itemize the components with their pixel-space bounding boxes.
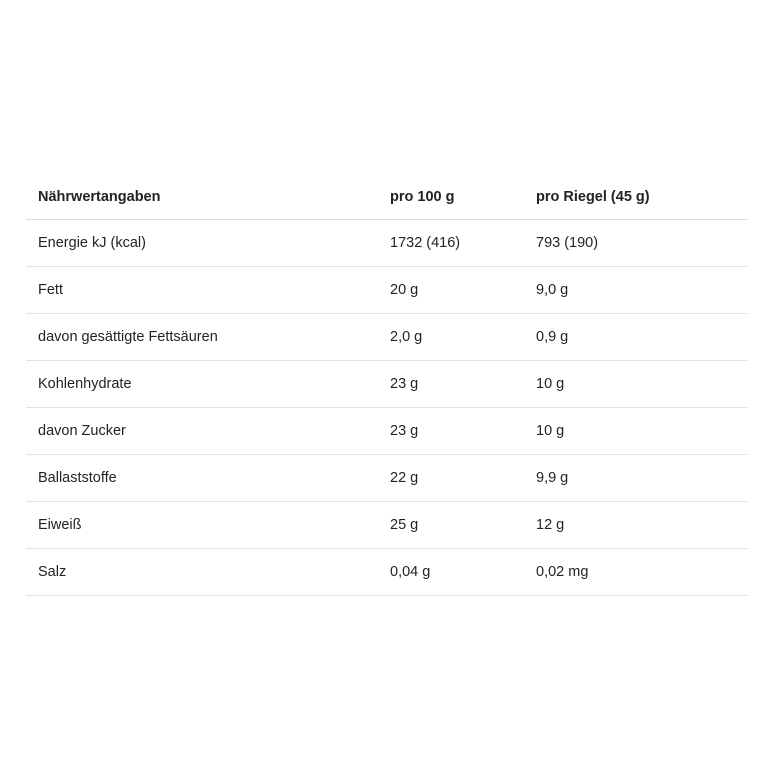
row-value-gesaettigte-fettsaeuren-per-100g: 2,0 g	[390, 314, 536, 361]
table-row	[26, 267, 748, 314]
row-label-salz: Salz	[26, 549, 390, 596]
table-row	[26, 361, 748, 408]
row-value-eiweiss-per-100g: 25 g	[390, 502, 536, 549]
row-value-zucker-per-100g: 23 g	[390, 408, 536, 455]
row-value-eiweiss-per-bar: 12 g	[536, 502, 748, 549]
row-value-ballaststoffe-per-100g: 22 g	[390, 455, 536, 502]
table-row	[26, 314, 748, 361]
column-header-per-100g: pro 100 g	[390, 175, 536, 220]
table-row	[26, 220, 748, 267]
table-header	[26, 175, 748, 220]
row-value-kohlenhydrate-per-bar: 10 g	[536, 361, 748, 408]
row-value-salz-per-100g: 0,04 g	[390, 549, 536, 596]
row-value-energie-per-bar: 793 (190)	[536, 220, 748, 267]
row-label-eiweiss: Eiweiß	[26, 502, 390, 549]
row-value-kohlenhydrate-per-100g: 23 g	[390, 361, 536, 408]
row-value-fett-per-100g: 20 g	[390, 267, 536, 314]
table-row	[26, 549, 748, 596]
nutrition-table-container	[26, 175, 748, 596]
table-row	[26, 408, 748, 455]
column-header-label: Nährwertangaben	[26, 175, 390, 220]
row-value-energie-per-100g: 1732 (416)	[390, 220, 536, 267]
nutrition-facts-table	[26, 175, 748, 596]
row-label-zucker: davon Zucker	[26, 408, 390, 455]
row-value-zucker-per-bar: 10 g	[536, 408, 748, 455]
row-value-fett-per-bar: 9,0 g	[536, 267, 748, 314]
row-value-gesaettigte-fettsaeuren-per-bar: 0,9 g	[536, 314, 748, 361]
table-row	[26, 502, 748, 549]
table-body	[26, 220, 748, 596]
row-value-ballaststoffe-per-bar: 9,9 g	[536, 455, 748, 502]
row-label-kohlenhydrate: Kohlenhydrate	[26, 361, 390, 408]
row-value-salz-per-bar: 0,02 mg	[536, 549, 748, 596]
table-header-row	[26, 175, 748, 220]
row-label-energie: Energie kJ (kcal)	[26, 220, 390, 267]
column-header-per-bar: pro Riegel (45 g)	[536, 175, 748, 220]
table-row	[26, 455, 748, 502]
row-label-ballaststoffe: Ballaststoffe	[26, 455, 390, 502]
row-label-fett: Fett	[26, 267, 390, 314]
row-label-gesaettigte-fettsaeuren: davon gesättigte Fettsäuren	[26, 314, 390, 361]
